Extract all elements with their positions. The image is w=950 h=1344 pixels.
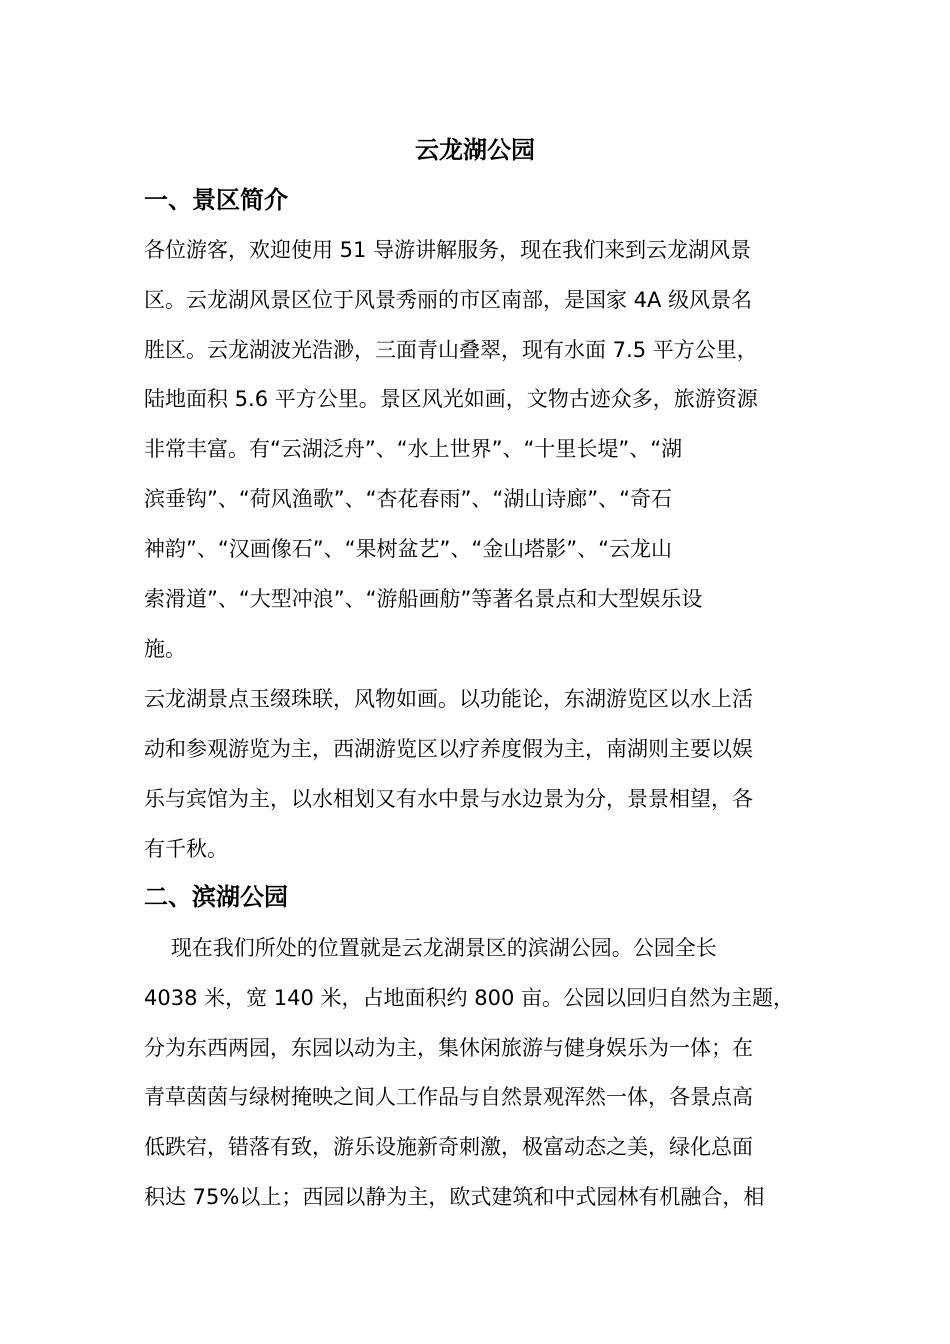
text-line: 陆地面积 5.6 平方公里。景区风光如画，文物古迹众多，旅游资源 bbox=[144, 387, 758, 411]
text-line: 云龙湖景点玉缀珠联，风物如画。以功能论，东湖游览区以水上活 bbox=[144, 687, 753, 711]
document-title: 云龙湖公园 bbox=[415, 136, 535, 164]
text-line: 现在我们所处的位置就是云龙湖景区的滨湖公园。公园全长 bbox=[144, 936, 717, 960]
text-line: 低跌宕，错落有致，游乐设施新奇刺激，极富动态之美，绿化总面 bbox=[144, 1135, 753, 1159]
text-line: 神韵”、“汉画像石”、“果树盆艺”、“金山塔影”、“云龙山 bbox=[144, 537, 673, 561]
text-line: 有千秋。 bbox=[144, 837, 228, 861]
text-line: 区。云龙湖风景区位于风景秀丽的市区南部，是国家 4A 级风景名 bbox=[144, 288, 753, 312]
text-line: 滨垂钩”、“荷风渔歌”、“杏花春雨”、“湖山诗廊”、“奇石 bbox=[144, 487, 673, 511]
text-line: 青草茵茵与绿树掩映之间人工作品与自然景观浑然一体，各景点高 bbox=[144, 1085, 753, 1109]
section-heading-binhu-park: 二、滨湖公园 bbox=[144, 883, 288, 911]
text-line: 乐与宾馆为主，以水相划又有水中景与水边景为分，景景相望，各 bbox=[144, 787, 753, 811]
text-line: 动和参观游览为主，西湖游览区以疗养度假为主，南湖则主要以娱 bbox=[144, 737, 753, 761]
text-line: 施。 bbox=[144, 637, 186, 661]
text-line: 非常丰富。有“云湖泛舟”、“水上世界”、“十里长堤”、“湖 bbox=[144, 437, 683, 461]
text-line: 胜区。云龙湖波光浩渺，三面青山叠翠，现有水面 7.5 平方公里， bbox=[144, 338, 758, 362]
section-heading-intro: 一、景区简介 bbox=[144, 186, 288, 214]
text-line: 分为东西两园，东园以动为主，集休闲旅游与健身娱乐为一体；在 bbox=[144, 1036, 753, 1060]
text-line: 4038 米，宽 140 米，占地面积约 800 亩。公园以回归自然为主题， bbox=[144, 986, 794, 1010]
text-line: 积达 75%以上；西园以静为主，欧式建筑和中式园林有机融合，相 bbox=[144, 1185, 765, 1209]
text-line: 各位游客，欢迎使用 51 导游讲解服务，现在我们来到云龙湖风景 bbox=[144, 238, 752, 262]
text-line: 索滑道”、“大型冲浪”、“游船画舫”等著名景点和大型娱乐设 bbox=[144, 587, 703, 611]
